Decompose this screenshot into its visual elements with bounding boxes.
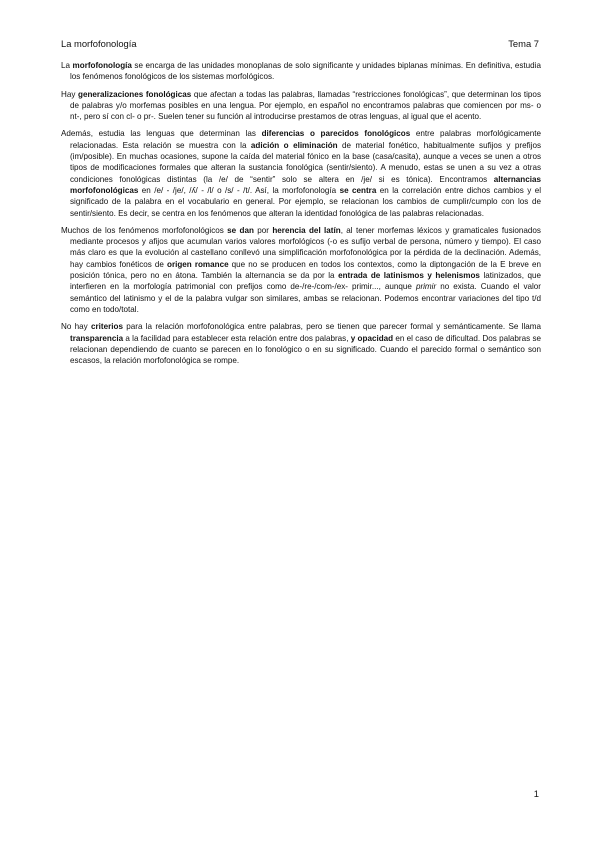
text-run: en el caso de dificultad. Dos palabras se relacionan dependiendo de cuanto se parecen en lo fonológico o en su significado. Cuando el parecido formal o semántico son escasos, la relación morfofonológica se rompe.: [70, 333, 541, 366]
text-run: Además, estudia las lenguas que determinan las: [61, 129, 262, 139]
bold-term: origen romance: [167, 259, 229, 269]
document-body: [61, 60, 541, 372]
paragraph-4: [61, 225, 541, 315]
paragraph-1: [61, 60, 541, 83]
page-header: [61, 38, 539, 52]
text-run: , al tener morfemas léxicos y gramaticales fusionados mediante procesos y afijos que acumulan varios valores morfológicos (-o es sufijo verbal de persona, número y tiempo). El caso más claro es que la evolución al castellano conllevó una simplificación morfofonológica por la pérdida de la declinación. Además, hay cambios fonéticos de: [70, 225, 541, 269]
bold-term: alternancias morfofonológicas: [70, 174, 541, 195]
page-number: 1: [533, 788, 539, 799]
text-run: en la correlación entre dichos cambios y el significado de la palabra en el vocabulario en general. Por ejemplo, se relacionan los cambios de cumplir/cumplo con los de sentir/siento. Es decir, se centra en los fenómenos que alteran la identidad fonológica de las palabras relacionadas.: [70, 185, 541, 218]
bold-term: se dan: [227, 225, 254, 235]
text-run: Muchos de los fenómenos morfofonológicos: [61, 225, 228, 235]
text-run: No hay: [61, 322, 91, 332]
bold-term: entrada de latinismos y helenismos: [338, 271, 480, 281]
text-run: que afectan a todas las palabras, llamadas “restricciones fonológicas”, que determinan los tipos de palabras y/o morfemas posibles en una lengua. Por ejemplo, en español no encontramos palabras que comiencen por ms- o nt-, pero sí con cl- o pr-. Suelen tener su función al introducirse prestamos de otras lenguas, al igual que el acento.: [70, 89, 541, 122]
bold-term: generalizaciones fonológicas: [78, 89, 192, 99]
paragraph-3: [61, 128, 541, 218]
text-run: a la facilidad para establecer esta relación entre dos palabras,: [123, 333, 351, 343]
header-section: Tema 7: [508, 38, 539, 49]
text-run: en /e/ - /je/, /ʎ/ - /l/ o /s/ - /t/. Así, la morfofonología: [138, 185, 340, 195]
bold-term: morfofonología: [72, 61, 132, 70]
text-run: para la relación morfofonológica entre palabras, pero se tienen que parecer formal y semánticamente. Se llama: [122, 322, 541, 332]
header-title: La morfofonología: [61, 38, 137, 49]
text-run: se encarga de las unidades monoplanas de solo significante y unidades biplanas mínimas. En definitiva, estudia los fenómenos fonológicos de los sistemas morfológicos.: [70, 61, 541, 82]
text-run: latinizados, que interfieren en la morfología patrimonial con prefijos como de-/re-/com-/ex- primir..., aunque: [70, 271, 541, 292]
paragraph-2: [61, 89, 541, 123]
text-run: de material fonético, habitualmente sufijos y prefijos (im/posible). En muchas ocasiones, supone la caída del material fónico en la base (casa/casita), aunque a veces se unen a otros tipos de modificaciones formales que alteran la sustancia fonológica (sentir/siento). A menudo, estas se unen a su vez a otras condiciones fonológicas distintas (la /e/ de “sentir” solo se altera en /je/ si es tónica). Encontramos: [70, 140, 541, 184]
bold-term: adición o eliminación: [250, 140, 338, 150]
text-run: por: [253, 225, 273, 235]
text-run: La: [61, 61, 73, 70]
text-run: no exista. Cuando el valor semántico del latinismo y el de la palabra vulgar son similares, ambas se relacionan. Podemos encontrar variaciones del tipo t/d como en todo/total.: [70, 282, 541, 314]
bold-term: diferencias o parecidos fonológicos: [261, 129, 411, 139]
italic-term: primir: [415, 282, 437, 292]
bold-term: se centra: [339, 185, 377, 195]
bold-term: y opacidad: [350, 333, 394, 343]
bold-term: herencia del latín: [272, 225, 341, 235]
paragraph-5: [61, 321, 541, 366]
bold-term: transparencia: [70, 333, 124, 343]
text-run: que no se producen en todos los contextos, como la diptongación de la E breve en posición tónica, pero no en átona. También la alternancia se da por la: [70, 259, 541, 281]
text-run: entre palabras morfológicamente relacionadas. Esta relación se muestra con la: [70, 129, 542, 150]
bold-term: criterios: [91, 322, 123, 332]
text-run: Hay: [61, 89, 78, 99]
